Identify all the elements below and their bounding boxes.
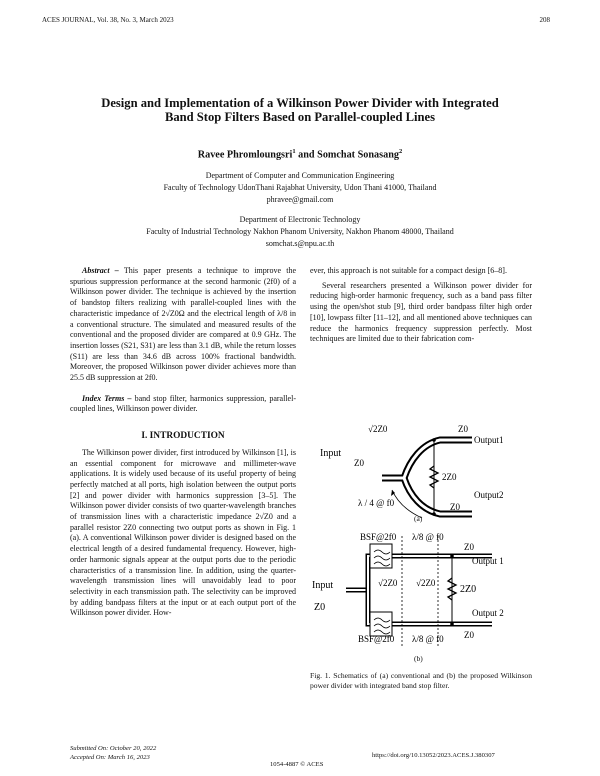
index-terms-label: Index Terms –: [82, 393, 132, 403]
affiliation-1: [40, 170, 560, 206]
fig-b-z0-bottom: Z0: [464, 630, 474, 640]
submitted-date: Submitted On: October 20, 2022: [70, 745, 157, 752]
fig-a-length: λ / 4 @ f0: [358, 498, 395, 508]
fig-a-z0-bottom: Z0: [450, 502, 460, 512]
bsf-top-block: [370, 544, 392, 568]
abstract-label: Abstract –: [82, 266, 119, 275]
title-line-1: Design and Implementation of a Wilkinson Power Divider with Integrated: [101, 96, 499, 110]
affiliation-2-faculty: Faculty of Industrial Technology Nakhon Phanom University, Nakhon Phanom 48000, Thailand: [146, 227, 454, 236]
fig-b-len-bottom: λ/8 @ f0: [412, 634, 444, 644]
right-column: [310, 266, 532, 345]
abstract: [70, 266, 296, 384]
right-paragraph-2: Several researchers presented a Wilkinson power divider for reducing high-order harmonic frequency, such as a band pass filter using the open/shot stub [9], third order bandpass filter high order [10], lowpass filter [11–12], and all mentioned above techniques can reduce the harmonics frequency suppression perfectly. Most techniques are limited due to their fabrication com-: [310, 280, 532, 344]
author-2: Somchat Sonasang: [317, 149, 399, 161]
author-2-sup: 2: [398, 148, 403, 155]
fig-b-line-mid: √2Z0: [416, 578, 436, 588]
fig-a-line-impedance: √2Z0: [368, 424, 388, 434]
fig-a-resistor: 2Z0: [442, 472, 457, 482]
affiliation-2-email[interactable]: somchat.s@npu.ac.th: [265, 239, 335, 248]
left-column: [70, 266, 296, 619]
bsf-bottom-block: [370, 612, 392, 636]
author-conj: and: [295, 149, 318, 161]
author-1: Ravee Phromloungsri: [197, 149, 293, 161]
affiliation-1-faculty: Faculty of Technology UdonThani Rajabhat University, Udon Thani 41000, Thailand: [163, 183, 437, 192]
right-paragraph-continued: ever, this approach is not suitable for a compact design [6–8].: [310, 266, 507, 275]
fig-a-z0-top: Z0: [458, 424, 468, 434]
author-1-sup: 1: [292, 148, 296, 155]
node-top: [432, 438, 436, 442]
fig-b-z0-top: Z0: [464, 542, 474, 552]
affiliation-1-dept: Department of Computer and Communication Engineering: [205, 171, 395, 180]
intro-paragraph-1: The Wilkinson power divider, first introduced by Wilkinson [1], is an essential component for microwave and millimeter-wave applications. It is widely used because of its useful property of being perfectly matched at all ports, high isolation between the output ports [2] and power divider with harmonics suppression [3–5]. The Wilkinson power divider consists of two quarter-wavelength branches of transmission lines with a characteristic impedance 2√Z0 and a parallel resistor 2Z0 connecting two output ports as shown in Fig. 1 (a). A conventional Wilkinson power divider is designed based on the electrical length of a desired fundamental frequency. However, high-order harmonic signals appear at the output ports due to the periodic characteristics of a transmission line. In addition, using the quarter-wavelength transmission lines will unavoidably lead to poor selectivity in each transmission path. The selectivity can be improved by adding bandpass filters at the input or at each output port of the Wilkinson power divider. How-: [70, 447, 296, 618]
authors: [40, 148, 560, 160]
section-heading-introduction: I. INTRODUCTION: [141, 431, 225, 442]
fig-b-input: Input: [312, 580, 334, 591]
figure-caption: Fig. 1. Schematics of (a) conventional and (b) the proposed Wilkinson power divider with integrated band stop filter.: [310, 671, 532, 691]
affiliation-1-email[interactable]: phravee@gmail.com: [266, 195, 334, 204]
fig-b-output1: Output 1: [472, 556, 504, 566]
abstract-text: This paper presents a technique to improve the spurious suppression performance at the second harmonic (2f0) of a Wilkinson power divider. The technique is achieved by the insertion of bandstop filters realizing with parallel-coupled lines with the characteristic impedance of 2√Z0Ω and the electrical length of λ/8 in a conventional structure. The simulated and measured results of the conventional and the proposed divider are compared at 0.9 GHz. The insertion losses (S21, S31) are less than 3.1 dB, while the return losses (S11) are less than 34.6 dB across 100% fractional bandwidth. Moreover, the proposed Wilkinson power divider achieves more than 25.5 dB suppression at 2f0.: [70, 266, 296, 383]
page-number: 208: [539, 16, 550, 24]
affiliation-2-dept: Department of Electronic Technology: [239, 215, 361, 224]
fig-a-output2: Output2: [474, 490, 504, 500]
node-bottom: [432, 512, 436, 516]
figure-a-schematic: [312, 420, 530, 520]
accepted-date: Accepted On: March 16, 2023: [70, 754, 150, 761]
affiliation-2: [40, 214, 560, 250]
index-terms: [70, 394, 296, 415]
fig-a-caption: (a): [414, 514, 423, 523]
fig-b-line-left: √2Z0: [378, 578, 398, 588]
fig-b-output2: Output 2: [472, 608, 504, 618]
fig-b-resistor: 2Z0: [460, 584, 477, 595]
index-terms-text: band stop filter, harmonics suppression, parallel-coupled lines, Wilkinson power divider.: [70, 393, 296, 414]
doi-link[interactable]: https://doi.org/10.13052/2023.ACES.J.380307: [372, 752, 495, 759]
fig-b-len-top: λ/8 @ f0: [412, 532, 444, 542]
journal-header: ACES JOURNAL, Vol. 38, No. 3, March 2023: [42, 16, 174, 24]
fig-b-z0-in: Z0: [314, 602, 326, 613]
fig-b-bsf-top: BSF@2f0: [360, 532, 397, 542]
title-line-2: Band Stop Filters Based on Parallel-coupled Lines: [164, 110, 436, 124]
fig-b-caption: (b): [414, 654, 423, 663]
figure-b-schematic: [312, 528, 530, 652]
fig-b-bsf-bottom: BSF@2f0: [358, 634, 395, 644]
fig-a-z0-left: Z0: [354, 458, 364, 468]
fig-a-output1: Output1: [474, 435, 504, 445]
paper-title: [40, 96, 560, 124]
issn: 1054-4887 © ACES: [270, 761, 324, 768]
fig-a-input: Input: [320, 448, 342, 459]
